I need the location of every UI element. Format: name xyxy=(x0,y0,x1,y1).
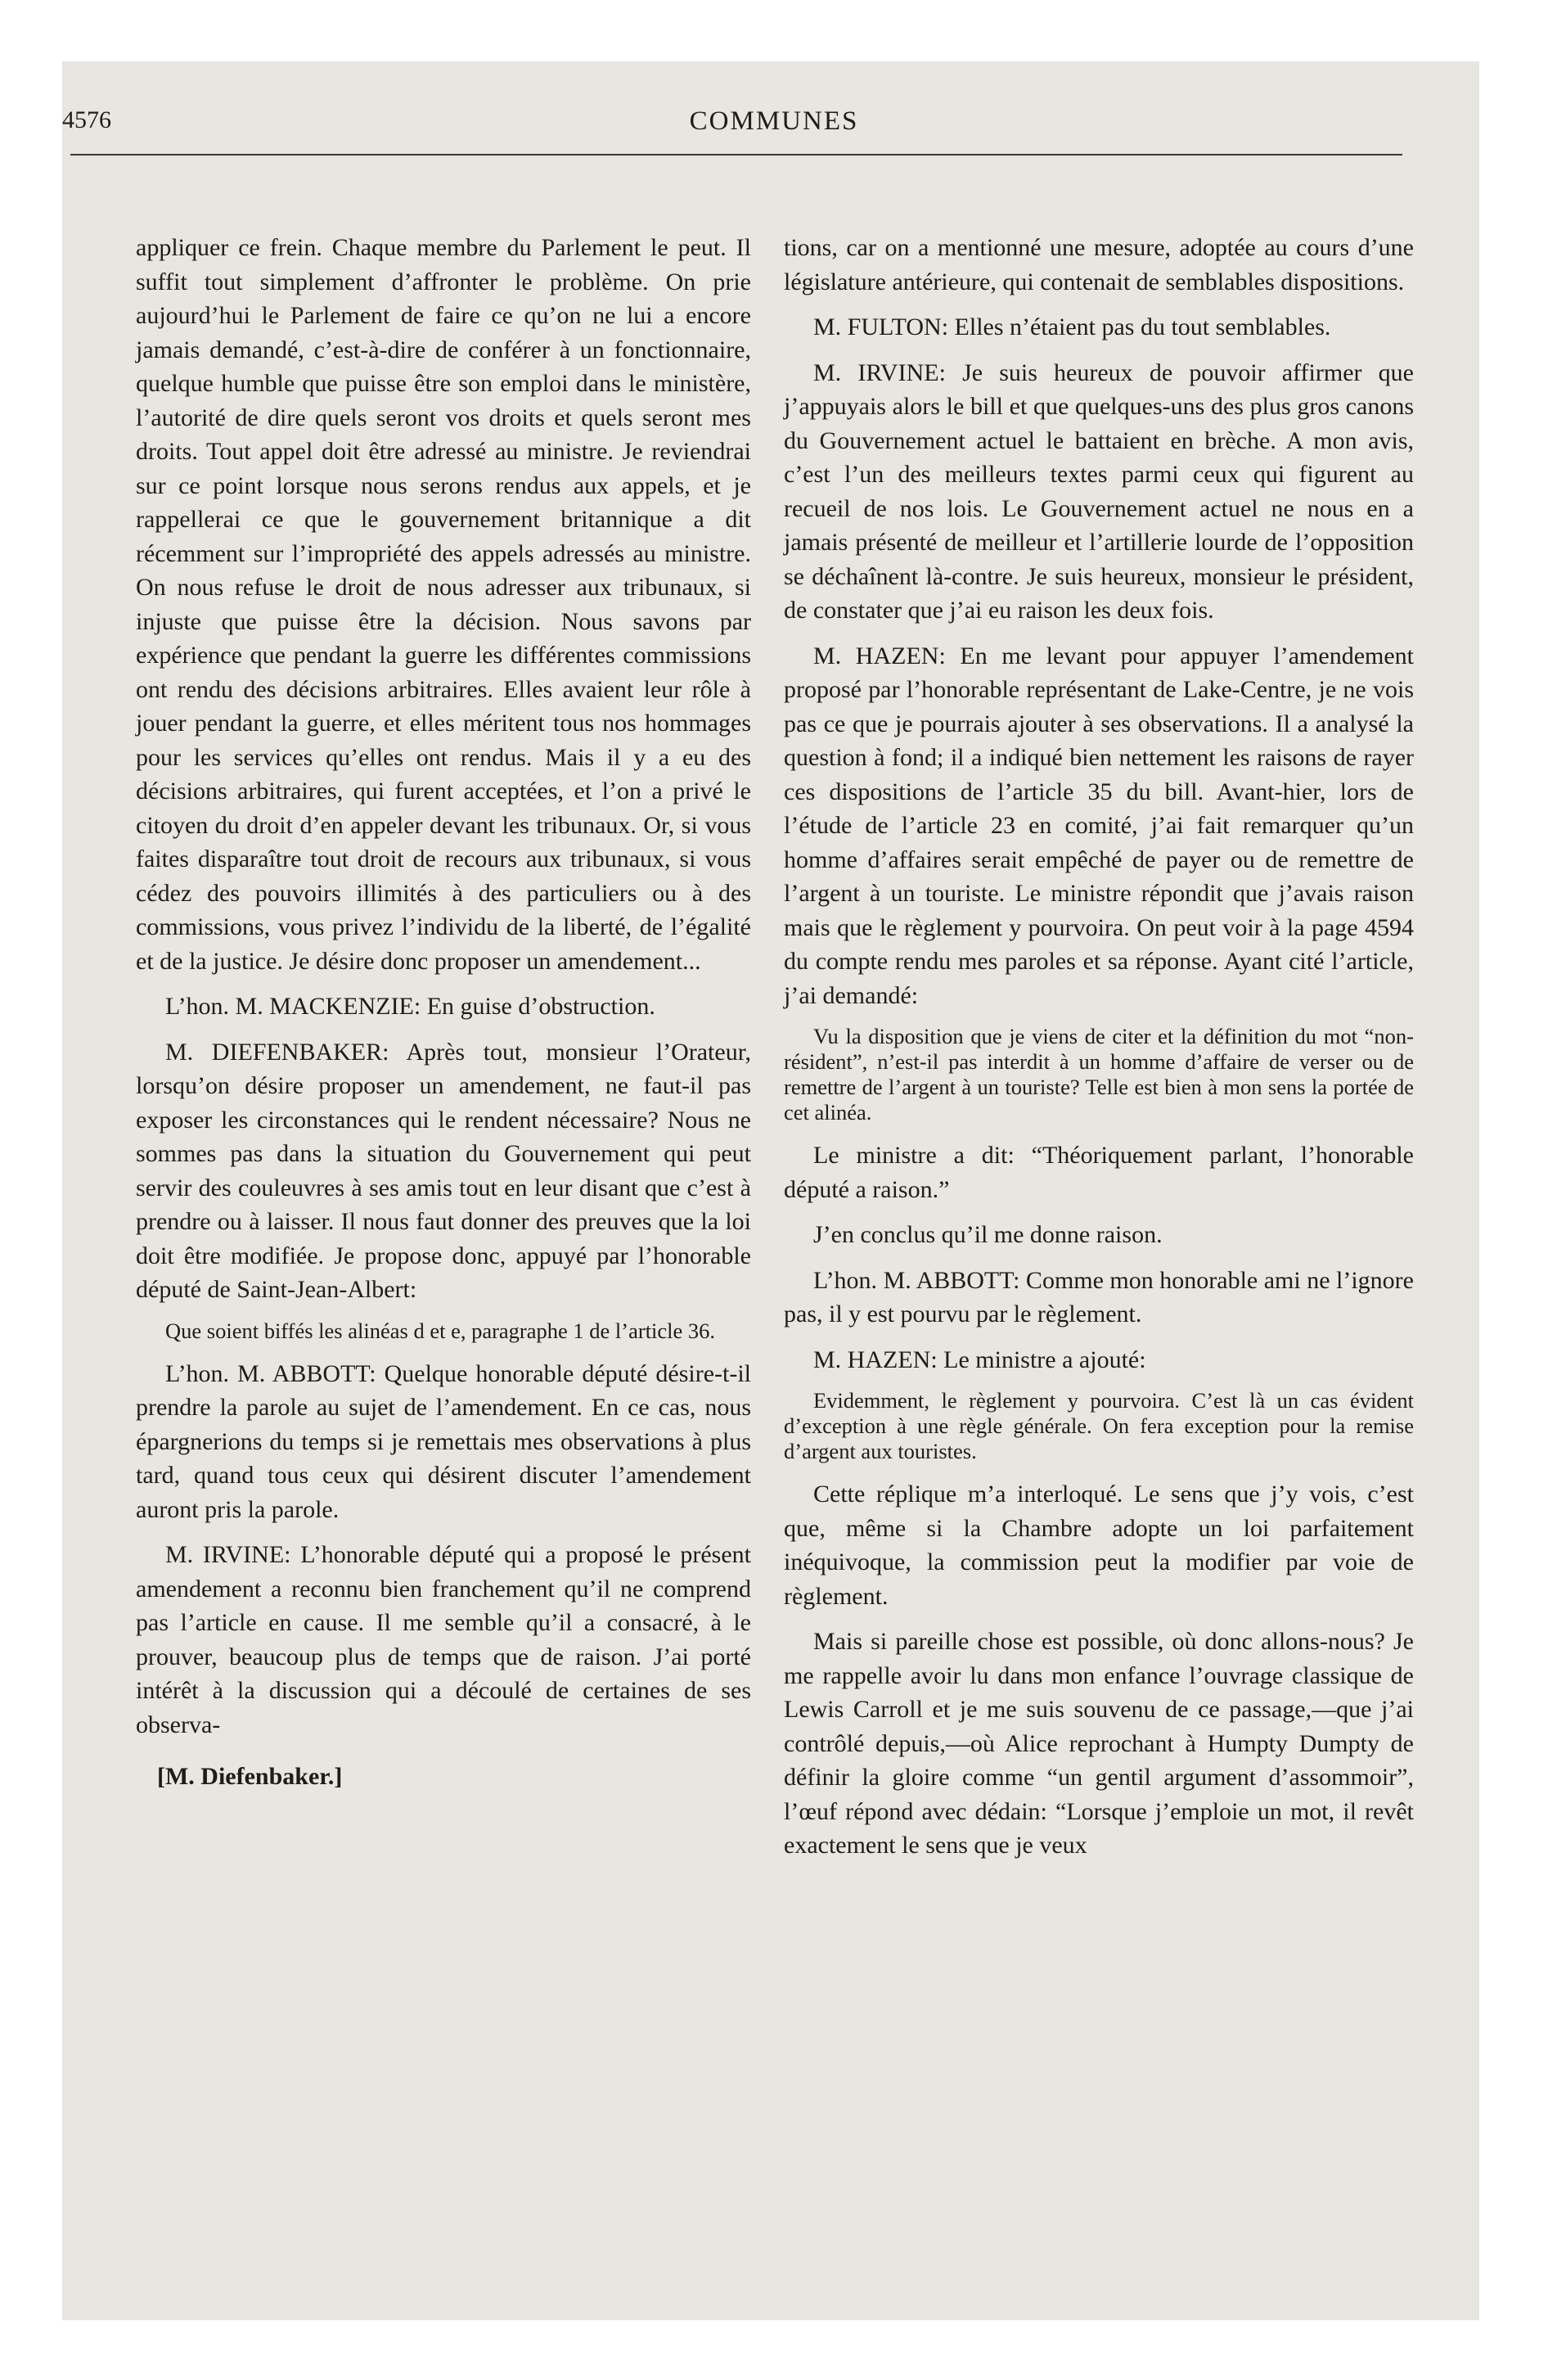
right-column xyxy=(784,231,1414,1874)
right-paragraph-6: J’en conclus qu’il me donne raison. xyxy=(813,1221,1163,1248)
left-quote-1: Que soient biffés les alinéas d et e, paragraphe 1 de l’article 36. xyxy=(165,1318,716,1343)
left-column xyxy=(136,231,751,1805)
right-paragraph-10: Mais si pareille chose est possible, où donc allons-nous? Je me rappelle avoir lu dans mon enfance l’ouvrage classique de Lewis Carroll et je me suis souvenu de ce passage,—que j’ai contrôlé depuis,—où Alice reprochant à Humpty Dumpty de définir la gloire comme “un gentil argument d’assommoir”, l’œuf répond avec dédain: “Lorsque j’emploie un mot, il revêt exactement le sens que je veux xyxy=(784,1628,1414,1859)
page-number: 4576 xyxy=(62,106,111,133)
right-paragraph-7: L’hon. M. ABBOTT: Comme mon honorable ami ne l’ignore pas, il y est pourvu par le règlement. xyxy=(784,1266,1414,1327)
left-paragraph-3: M. DIEFENBAKER: Après tout, monsieur l’Orateur, lorsqu’on désire proposer un amendement, ne faut-il pas exposer les circonstances qui le rendent nécessaire? Nous ne sommes pas dans la situation du Gouvernement qui peut servir des couleuvres à ses amis tout en leur disant que c’est à prendre ou à laisser. Il nous faut donner des preuves que la loi doit être modifiée. Je propose donc, appuyé par l’honorable député de Saint-Jean-Albert: xyxy=(136,1038,751,1303)
left-paragraph-4: L’hon. M. ABBOTT: Quelque honorable député désire-t-il prendre la parole au sujet de l’amendement. En ce cas, nous épargnerions du temps si je remettais mes observations à plus tard, quand tous ceux qui désirent discuter l’amendement auront pris la parole. xyxy=(136,1359,751,1523)
right-paragraph-9: Cette réplique m’a interloqué. Le sens que j’y vois, c’est que, même si la Chambre adopte un loi parfaitement inéquivoque, la commission peut la modifier par voie de règlement. xyxy=(784,1481,1414,1610)
running-title: COMMUNES xyxy=(689,106,859,136)
right-paragraph-5: Le ministre a dit: “Théoriquement parlant, l’honorable député a raison.” xyxy=(784,1142,1414,1203)
right-quote-2: Evidemment, le règlement y pourvoira. C’est là un cas évident d’exception à une règle générale. On fera exception pour la remise d’argent aux touristes. xyxy=(784,1388,1414,1463)
right-paragraph-4: M. HAZEN: En me levant pour appuyer l’amendement proposé par l’honorable représentant de Lake-Centre, je ne vois pas ce que je pourrais ajouter à ses observations. Il a analysé la question à fond; il a indiqué bien nettement les raisons de rayer ces dispositions de l’article 35 du bill. Avant-hier, lors de l’étude de l’article 23 en comité, j’ai fait remarquer qu’un homme d’affaires serait empêché de payer ou de remettre de l’argent à un touriste. Le ministre répondit que j’avais raison mais que le règlement y pourvoira. On peut voir à la page 4594 du compte rendu mes paroles et sa réponse. Ayant cité l’article, j’ai demandé: xyxy=(784,642,1414,1009)
left-paragraph-2: L’hon. M. MACKENZIE: En guise d’obstruction. xyxy=(165,993,655,1020)
left-paragraph-5: M. IRVINE: L’honorable député qui a proposé le présent amendement a reconnu bien franchement qu’il ne comprend pas l’article en cause. Il me semble qu’il a consacré, à le prouver, beaucoup plus de temps que de raison. J’ai porté intérêt à la discussion qui a découlé de certaines de ses observa- xyxy=(136,1541,751,1738)
right-paragraph-3: M. IRVINE: Je suis heureux de pouvoir affirmer que j’appuyais alors le bill et que quelques-uns des plus gros canons du Gouvernement actuel le battaient en brèche. A mon avis, c’est l’un des meilleurs textes parmi ceux qui figurent au recueil de nos lois. Le Gouvernement actuel ne nous en a jamais présenté de meilleur et l’artillerie lourde de l’opposition se déchaînent là-contre. Je suis heureux, monsieur le président, de constater que j’ai eu raison les deux fois. xyxy=(784,358,1414,624)
right-paragraph-2: M. FULTON: Elles n’étaient pas du tout semblables. xyxy=(813,313,1331,340)
right-quote-1: Vu la disposition que je viens de citer et la définition du mot “non-résident”, n’est-il pas interdit à un homme d’affaire de verser ou de remettre de l’argent à un touriste? Telle est bien à mon sens la portée de cet alinéa. xyxy=(784,1024,1414,1125)
left-paragraph-1: appliquer ce frein. Chaque membre du Parlement le peut. Il suffit tout simplement d’affronter le problème. On prie aujourd’hui le Parlement de faire ce qu’on ne lui a encore jamais demandé, c’est-à-dire de conférer à un fonctionnaire, quelque humble que puisse être son emploi dans le ministère, l’autorité de dire quels seront vos droits et quels seront mes droits. Tout appel doit être adressé au ministre. Je reviendrai sur ce point lorsque nous serons rendus aux appels, et je rappellerai ce que le gouvernement britannique a dit récemment sur l’impropriété des appels adressés au ministre. On nous refuse le droit de nous adresser aux tribunaux, si injuste que puisse être la décision. Nous savons par expérience que pendant la guerre les différentes commissions ont rendu des décisions arbitraires. Elles avaient leur rôle à jouer pendant la guerre, et elles méritent tous nos hommages pour les services qu’elles ont rendus. Mais il y a eu des décisions arbitraires, qui furent acceptées, et l’on a privé le citoyen du droit d’en appeler devant les tribunaux. Or, si vous faites disparaître tout droit de recours aux tribunaux, si vous cédez des pouvoirs illimités à des particuliers ou à des commissions, vous privez l’individu de la liberté, de l’égalité et de la justice. Je désire donc proposer un amendement... xyxy=(136,234,751,975)
right-paragraph-1: tions, car on a mentionné une mesure, adoptée au cours d’une législature antérieure, qui contenait de semblables dispositions. xyxy=(784,234,1414,295)
footer-signature: [M. Diefenbaker.] xyxy=(157,1763,343,1790)
right-paragraph-8: M. HAZEN: Le ministre a ajouté: xyxy=(813,1346,1146,1373)
